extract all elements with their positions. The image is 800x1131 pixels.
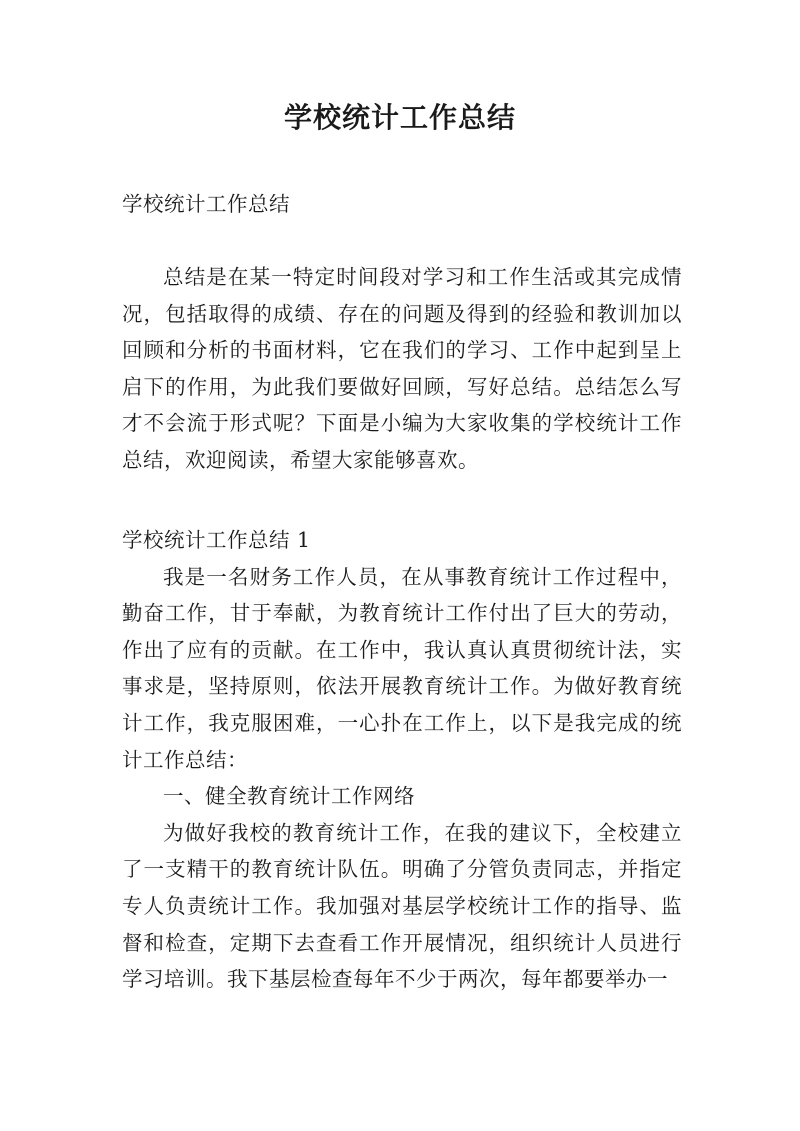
document-title: 学校统计工作总结	[283, 101, 516, 134]
section-1-paragraph-2: 为做好我校的教育统计工作，在我的建议下，全校建立了一支精干的教育统计队伍。明确了分管负责同志，并指定专人负责统计工作。我加强对基层学校统计工作的指导、监督和检查，定期下去查看工作开展情况，组织统计人员进行学习培训。我下基层检查每年不少于两次，每年都要举办一	[122, 820, 682, 992]
section-1-subheading: 一、健全教育统计工作网络	[163, 784, 415, 809]
intro-block	[122, 259, 682, 479]
intro-paragraph: 总结是在某一特定时间段对学习和工作生活或其完成情况，包括取得的成绩、存在的问题及得到的经验和教训加以回顾和分析的书面材料，它在我们的学习、工作中起到呈上启下的作用，为此我们要做好回顾，写好总结。总结怎么写才不会流于形式呢？下面是小编为大家收集的学校统计工作总结，欢迎阅读，希望大家能够喜欢。	[122, 265, 682, 472]
section-1-paragraph-1: 我是一名财务工作人员，在从事教育统计工作过程中，勤奋工作，甘于奉献，为教育统计工作付出了巨大的劳动，作出了应有的贡献。在工作中，我认真认真贯彻统计法，实事求是，坚持原则，依法开展教育统计工作。为做好教育统计工作，我克服困难，一心扑在工作上，以下是我完成的统计工作总结：	[122, 564, 682, 772]
section-1-heading: 学校统计工作总结 1	[122, 528, 311, 552]
document-subtitle: 学校统计工作总结	[122, 192, 290, 216]
section-1	[122, 522, 682, 998]
